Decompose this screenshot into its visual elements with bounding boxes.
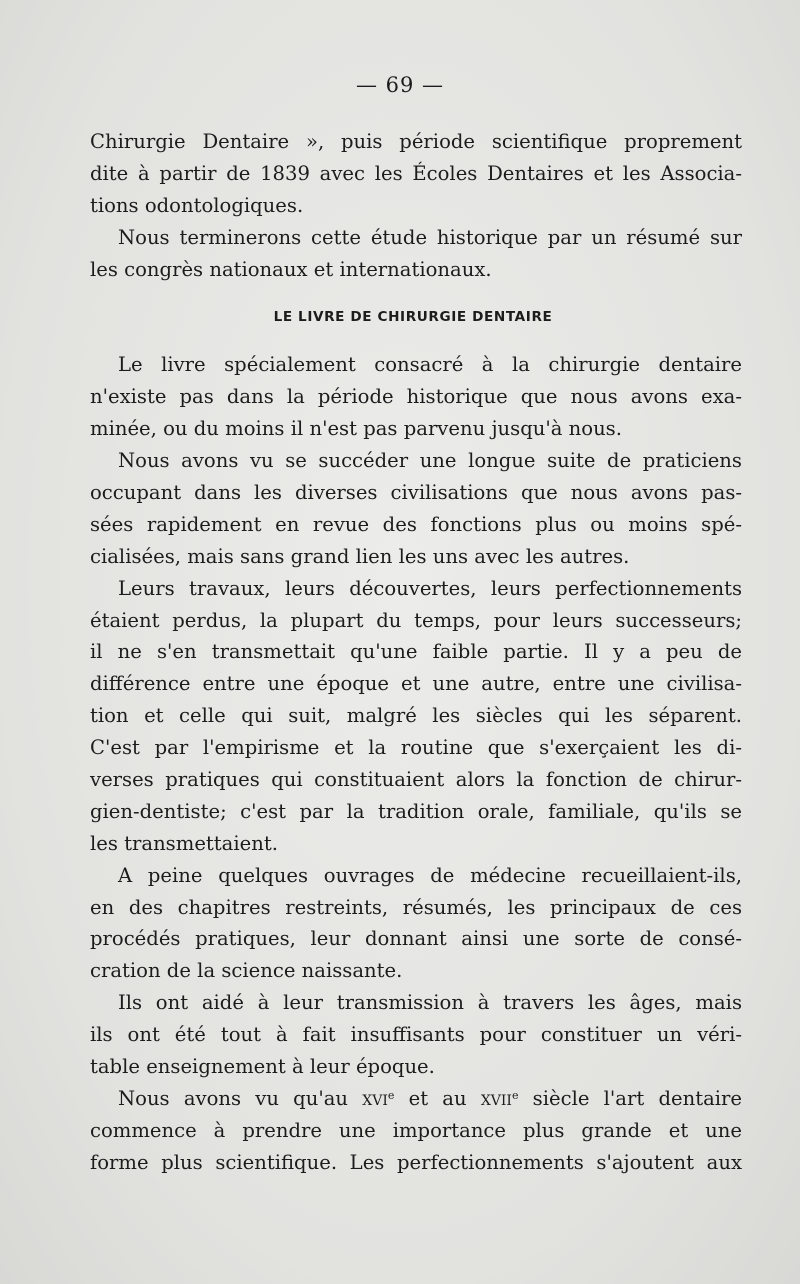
century-numeral: xvi [362, 1086, 388, 1110]
text-line: Nous terminerons cette étude historique par un résumé sur [118, 225, 742, 249]
text-line [90, 1083, 742, 1115]
section-heading: LE LIVRE DE CHIRURGIE DENTAIRE [273, 309, 553, 326]
text-line: procédés pratiques, leur donnant ainsi une sorte de consé- [90, 927, 742, 951]
text-line: A peine quelques ouvrages de médecine recueillaient-ils, [118, 863, 742, 887]
text-line: sées rapidement en revue des fonctions plus ou moins spé- [90, 512, 742, 536]
body-text [90, 126, 742, 1179]
text-line: occupant dans les diverses civilisations que nous avons pas- [90, 481, 742, 505]
page-number: — 69 — [355, 73, 445, 97]
text-fragment: et au [394, 1086, 481, 1110]
text-line: gien-dentiste; c'est par la tradition orale, familiale, qu'ils se [90, 799, 742, 823]
text-line: Le livre spécialement consacré à la chirurgie dentaire [118, 353, 742, 377]
text-line: les congrès nationaux et internationaux. [90, 257, 492, 281]
text-line: table enseignement à leur époque. [90, 1055, 435, 1079]
superscript: e [511, 1088, 519, 1102]
text-line: ils ont été tout à fait insuffisants pour constituer un véri- [90, 1023, 742, 1047]
text-line: tion et celle qui suit, malgré les siècles qui les séparent. [90, 704, 742, 728]
text-line: n'existe pas dans la période historique que nous avons exa- [90, 385, 742, 409]
text-line: Chirurgie Dentaire », puis période scientifique proprement [90, 130, 742, 153]
text-line: il ne s'en transmettait qu'une faible partie. Il y a peu de [90, 640, 742, 664]
text-line: minée, ou du moins il n'est pas parvenu jusqu'à nous. [90, 417, 622, 441]
text-line: étaient perdus, la plupart du temps, pour leurs successeurs; [90, 608, 742, 632]
text-line: commence à prendre une importance plus grande et une [90, 1118, 742, 1142]
text-line: différence entre une époque et une autre, entre une civilisa- [90, 672, 742, 696]
text-line: cialisées, mais sans grand lien les uns avec les autres. [90, 544, 630, 568]
text-line: dite à partir de 1839 avec les Écoles Dentaires et les Associa- [90, 161, 742, 185]
text-line: C'est par l'empirisme et la routine que s'exerçaient les di- [90, 736, 742, 760]
text-line: tions odontologiques. [90, 193, 304, 217]
text-line: Nous avons vu se succéder une longue suite de praticiens [118, 449, 742, 473]
text-line: forme plus scientifique. Les perfectionnements s'ajoutent aux [90, 1150, 742, 1174]
text-fragment: siècle l'art dentaire [518, 1086, 742, 1110]
century-numeral: xvii [480, 1086, 512, 1110]
text-line: Ils ont aidé à leur transmission à travers les âges, mais [118, 991, 742, 1015]
text-line: verses pratiques qui constituaient alors la fonction de chirur- [90, 768, 742, 792]
text-fragment: Nous avons vu qu'au [118, 1086, 363, 1110]
text-line: en des chapitres restreints, résumés, les principaux de ces [90, 895, 742, 919]
text-line: Leurs travaux, leurs découvertes, leurs perfectionnements [118, 576, 742, 600]
text-line: les transmettaient. [90, 831, 278, 855]
superscript: e [387, 1088, 395, 1102]
text-line: cration de la science naissante. [90, 959, 403, 983]
